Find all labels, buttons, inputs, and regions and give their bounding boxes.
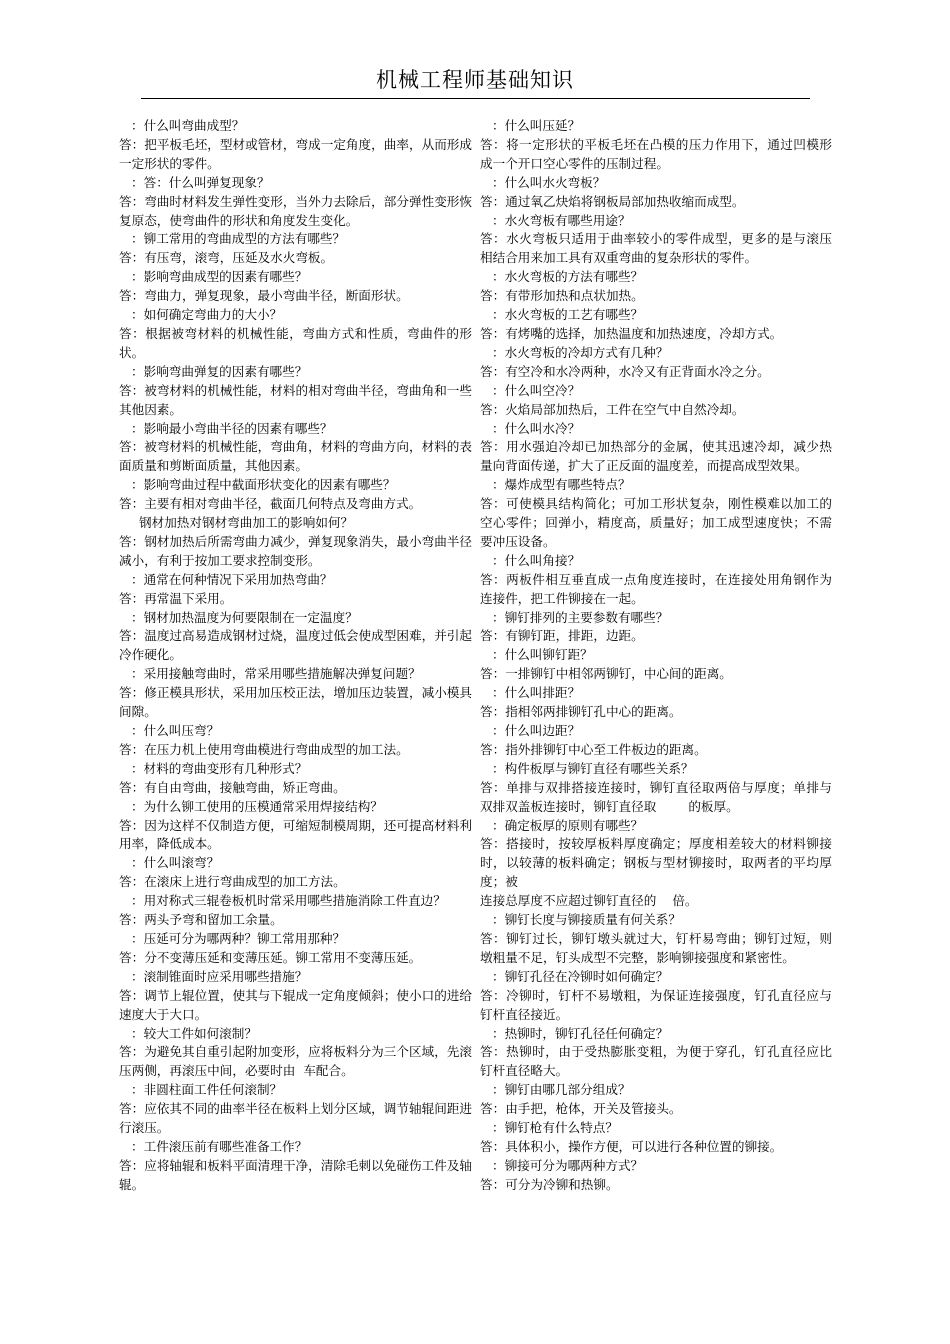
- answer-text: 答：冷铆时，钉杆不易墩粗，为保证连接强度，钉孔直径应与钉杆直径接近。: [480, 987, 832, 1022]
- question-text: ：钢材加热温度为何要限制在一定温度？: [131, 609, 358, 625]
- answer-text: 答：有压弯，滚弯，压延及水火弯板。: [119, 250, 334, 266]
- question-text: ：影响弯曲弹复的因素有哪些？: [131, 363, 308, 379]
- answer-text: 答：把平板毛坯，型材或管材，弯成一定角度，曲率，从而形成一定形状的零件。: [119, 136, 472, 171]
- question-text: ：什么叫角接？: [492, 552, 581, 568]
- answer-text: 答：调节上辊位置，使其与下辊成一定角度倾斜；使小口的进给速度大于大口。: [119, 987, 472, 1022]
- question-text: ：什么叫压弯？: [131, 723, 220, 738]
- answer-text: 答：再常温下采用。: [119, 590, 233, 606]
- question-text: ：铆钉孔径在冷铆时如何确定？: [492, 968, 669, 984]
- answer-text: 答：可使模具结构简化；可加工形状复杂，刚性模难以加工的空心零件；回弹小，精度高，质量好；加工成型速度快；不需要冲压设备。: [480, 496, 832, 549]
- answer-text: 答：指外排铆钉中心至工件板边的距离。: [480, 741, 707, 757]
- answer-text: 答：用水强迫冷却已加热部分的金属，使其迅速冷却，减少热量向背面传递，扩大了正反面的温度差，而提高成型效果。: [480, 439, 832, 474]
- answer-text: 答：热铆时，由于受热膨胀变粗，为便于穿孔，钉孔直径应比钉杆直径略大。: [480, 1044, 832, 1079]
- answer-text: 答：在滚床上进行弯曲成型的加工方法。: [119, 874, 346, 890]
- answer-text: 答：一排铆钉中相邻两铆钉，中心间的距离。: [480, 666, 732, 682]
- question-text: ：采用接触弯曲时，常采用哪些措施解决弹复问题？: [131, 666, 421, 682]
- question-text: ：铆工常用的弯曲成型的方法有哪些？: [131, 231, 346, 247]
- question-text: ：热铆时，铆钉孔径任何确定？: [492, 1025, 669, 1041]
- answer-text: 答：主要有相对弯曲半径，截面几何特点及弯曲方式。: [119, 496, 422, 512]
- answer-text: 答：单排与双排搭接连接时，铆钉直径取两倍与厚度；单排与双排双盖板连接时，铆钉直径取 的板厚。: [480, 779, 832, 814]
- question-text: ：什么叫铆钉距？: [492, 647, 593, 663]
- question-text: ：材料的弯曲变形有几种形式？: [131, 760, 308, 776]
- answer-text: 答：根据被弯材料的机械性能，弯曲方式和性质，弯曲件的形状。: [119, 325, 472, 360]
- answer-text: 答：有铆钉距，排距，边距。: [480, 628, 644, 644]
- page-title: 机械工程师基础知识: [376, 68, 574, 92]
- answer-text: 答：将一定形状的平板毛坯在凸模的压力作用下，通过凹模形成一个开口空心零件的压制过程。: [480, 136, 832, 171]
- question-text: ：构件板厚与铆钉直径有哪些关系？: [492, 760, 694, 776]
- answer-text: 答：铆钉过长，铆钉墩头就过大，钉杆易弯曲；铆钉过短，则墩粗量不足，钉头成型不完整，影响铆接强度和紧密性。: [480, 930, 832, 965]
- question-text: ：水火弯板的工艺有哪些？: [492, 307, 644, 323]
- question-text: ：铆接可分为哪两种方式？: [492, 1157, 644, 1173]
- question-text: ：水火弯板的方法有哪些？: [492, 269, 644, 285]
- left-column: [119, 117, 472, 1195]
- answer-text: 答：钢材加热后所需弯曲力减少，弹复现象消失，最小弯曲半径减小，有利于按加工要求控制变形。: [119, 533, 472, 568]
- question-text: ：什么叫水火弯板？: [492, 174, 606, 190]
- answer-text: 答：被弯材料的机械性能，弯曲角，材料的弯曲方向，材料的表面质量和剪断面质量，其他因素。: [119, 439, 472, 474]
- answer-text: 答：可分为冷铆和热铆。: [480, 1176, 619, 1192]
- question-text: ：非圆柱面工件任何滚制？: [131, 1082, 283, 1098]
- answer-text: 答：具体积小，操作方便，可以进行各种位置的铆接。: [480, 1138, 783, 1154]
- answer-text: 答：有自由弯曲，接触弯曲，矫正弯曲。: [119, 779, 346, 795]
- question-text: ：铆钉排列的主要参数有哪些？: [492, 609, 669, 625]
- question-text: ：压延可分为哪两种？铆工常用那种？: [131, 930, 346, 946]
- question-text: ：影响弯曲过程中截面形状变化的因素有哪些？: [131, 477, 396, 493]
- answer-text: 答：两板件相互垂直成一点角度连接时，在连接处用角钢作为连接件，把工件铆接在一起。: [480, 571, 832, 606]
- answer-text: 答：应将轴辊和板料平面清理干净，清除毛刺以免碰伤工件及轴辊。: [119, 1157, 472, 1192]
- question-text: ：通常在何种情况下采用加热弯曲？: [131, 571, 333, 587]
- question-text: ：什么叫排距？: [492, 685, 581, 701]
- question-text: ：铆钉枪有什么特点？: [492, 1120, 618, 1136]
- question-text: ：较大工件如何滚制？: [131, 1025, 257, 1041]
- answer-text: 答：有带形加热和点状加热。: [480, 288, 644, 304]
- question-text: ：铆钉由哪几部分组成？: [492, 1082, 631, 1098]
- question-text: ：什么叫弯曲成型？: [131, 118, 245, 133]
- question-text: ：什么叫压延？: [492, 118, 581, 133]
- answer-text: 答：温度过高易造成钢材过烧，温度过低会使成型困难，并引起冷作硬化。: [119, 628, 472, 663]
- answer-text: 答：通过氧乙炔焰将钢板局部加热收缩而成型。: [480, 193, 745, 209]
- question-text: ：水火弯板有哪些用途？: [492, 212, 631, 228]
- question-text: ：答：什么叫弹复现象？: [131, 174, 270, 190]
- answer-text: 答：因为这样不仅制造方便，可缩短制模周期，还可提高材料利用率，降低成本。: [119, 817, 472, 852]
- question-text: ：工件滚压前有哪些准备工作？: [131, 1138, 308, 1154]
- answer-text: 答：分不变薄压延和变薄压延。铆工常用不变薄压延。: [119, 949, 422, 965]
- question-text: ：铆钉长度与铆接质量有何关系？: [492, 912, 681, 928]
- question-text: ：影响弯曲成型的因素有哪些？: [131, 269, 308, 285]
- answer-text: 答：弯曲力，弹复现象，最小弯曲半径，断面形状。: [119, 288, 409, 304]
- question-text: ：滚制锥面时应采用哪些措施？: [131, 968, 308, 984]
- question-text: ：为什么铆工使用的压模通常采用焊接结构？: [131, 798, 383, 814]
- answer-text: 答：被弯材料的机械性能，材料的相对弯曲半径，弯曲角和一些其他因素。: [119, 382, 472, 417]
- question-text: ：什么叫滚弯？: [131, 855, 220, 871]
- answer-text: 答：水火弯板只适用于曲率较小的零件成型，更多的是与滚压相结合用来加工具有双重弯曲的复杂形状的零件。: [480, 231, 832, 266]
- answer-text: 答：弯曲时材料发生弹性变形，当外力去除后，部分弹性变形恢复原态，使弯曲件的形状和角度发生变化。: [119, 193, 472, 228]
- answer-text: 答：火焰局部加热后，工件在空气中自然冷却。: [480, 401, 745, 417]
- right-column: [480, 117, 832, 1195]
- answer-text: 答：有空冷和水冷两种，水冷又有正背面水冷之分。: [480, 363, 770, 379]
- answer-text: 答：为避免其自重引起附加变形，应将板料分为三个区域，先滚压两侧，再滚压中间，必要时由 车配合。: [119, 1044, 472, 1079]
- question-text: 钢材加热对钢材弯曲加工的影响如何？: [131, 515, 354, 531]
- answer-text: 答：两头予弯和留加工余量。: [119, 912, 283, 928]
- question-text: ：爆炸成型有哪些特点？: [492, 477, 631, 493]
- answer-text: 连接总厚度不应超过铆钉直径的 倍。: [480, 893, 698, 909]
- header-divider: [141, 98, 810, 99]
- answer-text: 答：由手把，枪体，开关及管接头。: [480, 1101, 682, 1117]
- answer-text: 答：有烤嘴的选择，加热温度和加热速度，冷却方式。: [480, 325, 783, 341]
- question-text: ：什么叫水冷？: [492, 420, 581, 436]
- question-text: ：如何确定弯曲力的大小？: [131, 307, 283, 323]
- question-text: ：确定板厚的原则有哪些？: [492, 817, 644, 833]
- question-text: ：什么叫边距？: [492, 723, 581, 738]
- question-text: ：用对称式三辊卷板机时常采用哪些措施消除工件直边？: [131, 893, 446, 909]
- answer-text: 答：应依其不同的曲率半径在板料上划分区域，调节轴辊间距进行滚压。: [119, 1101, 472, 1136]
- answer-text: 答：修正模具形状，采用加压校正法，增加压边装置，减小模具间隙。: [119, 685, 472, 720]
- answer-text: 答：指相邻两排铆钉孔中心的距离。: [480, 704, 682, 720]
- question-text: ：水火弯板的冷却方式有几种？: [492, 344, 669, 360]
- answer-text: 答：搭接时，按较厚板料厚度确定；厚度相差较大的材料铆接时，以较薄的板料确定；钢板与型材铆接时，取两者的平均厚度；被: [480, 836, 832, 890]
- question-text: ：影响最小弯曲半径的因素有哪些？: [131, 420, 333, 436]
- question-text: ：什么叫空冷？: [492, 382, 581, 398]
- answer-text: 答：在压力机上使用弯曲模进行弯曲成型的加工法。: [119, 741, 409, 757]
